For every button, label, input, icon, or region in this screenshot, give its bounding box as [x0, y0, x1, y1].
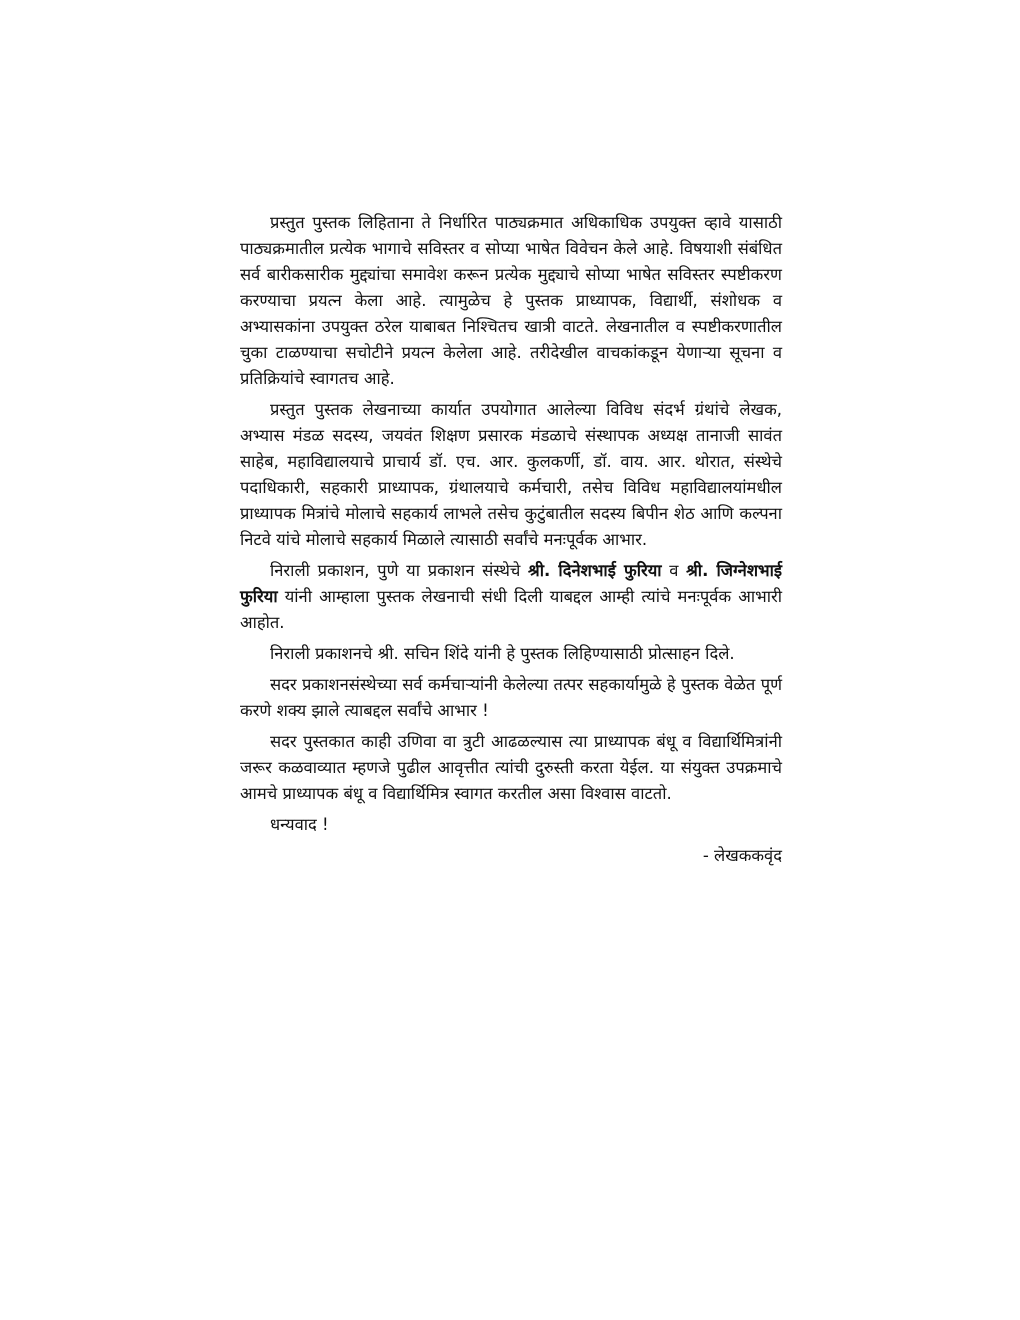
preface-paragraph-6: सदर पुस्तकात काही उणिवा वा त्रुटी आढळल्यास त्या प्राध्यापक बंधू व विद्यार्थिमित्रांनी जरूर कळवाव्यात म्हणजे पुढील आवृत्तीत त्यांची दुरुस्ती करता येईल. या संयुक्त उपक्रमाचे आमचे प्राध्यापक बंधू व विद्यार्थिमित्र स्वागत करतील असा विश्वास वाटतो. [240, 732, 782, 803]
preface-paragraph-3 [240, 558, 782, 636]
publisher-name-1: श्री. दिनेशभाई फुरिया [528, 561, 662, 580]
preface-paragraph-1: प्रस्तुत पुस्तक लिहिताना ते निर्धारित पाठ्यक्रमात अधिकाधिक उपयुक्त व्हावे यासाठी पाठ्यक्रमातील प्रत्येक भागाचे सविस्तर व सोप्या भाषेत विवेचन केले आहे. विषयाशी संबंधित सर्व बारीकसारीक मुद्द्यांचा समावेश करून प्रत्येक मुद्द्याचे सोप्या भाषेत सविस्तर स्पष्टीकरण करण्याचा प्रयत्न केला आहे. त्यामुळेच हे पुस्तक प्राध्यापक, विद्यार्थी, संशोधक व अभ्यासकांना उपयुक्त ठरेल याबाबत निश्चितच खात्री वाटते. लेखनातील व स्पष्टीकरणातील चुका टाळण्याचा सचोटीने प्रयत्न केलेला आहे. तरीदेखील वाचकांकडून येणाऱ्या सूचना व प्रतिक्रियांचे स्वागतच आहे. [240, 213, 782, 388]
preface-paragraph-4: निराली प्रकाशनचे श्री. सचिन शिंदे यांनी हे पुस्तक लिहिण्यासाठी प्रोत्साहन दिले. [270, 644, 735, 663]
publisher-name-2: श्री. जिग्नेशभाई फुरिया [240, 561, 783, 606]
preface-page [240, 210, 782, 869]
paragraph-3-text-3: यांनी आम्हाला पुस्तक लेखनाची संधी दिली याबद्दल आम्ही त्यांचे मनःपूर्वक आभारी आहोत. [240, 587, 782, 632]
preface-paragraph-2: प्रस्तुत पुस्तक लेखनाच्या कार्यात उपयोगात आलेल्या विविध संदर्भ ग्रंथांचे लेखक, अभ्यास मंडळ सदस्य, जयवंत शिक्षण प्रसारक मंडळाचे संस्थापक अध्यक्ष तानाजी सावंत साहेब, महाविद्यालयाचे प्राचार्य डॉ. एच. आर. कुलकर्णी, डॉ. वाय. आर. थोरात, संस्थेचे पदाधिकारी, सहकारी प्राध्यापक, ग्रंथालयाचे कर्मचारी, तसेच विविध महाविद्यालयांमधील प्राध्यापक मित्रांचे मोलाचे सहकार्य लाभले तसेच कुटुंबातील सदस्य बिपीन शेठ आणि कल्पना निटवे यांचे मोलाचे सहकार्य मिळाले त्यासाठी सर्वांचे मनःपूर्वक आभार. [240, 400, 782, 549]
thanks-line: धन्यवाद ! [270, 815, 329, 834]
preface-paragraph-5: सदर प्रकाशनसंस्थेच्या सर्व कर्मचाऱ्यांनी केलेल्या तत्पर सहकार्यामुळे हे पुस्तक वेळेत पूर्ण करणे शक्य झाले त्याबद्दल सर्वांचे आभार ! [240, 675, 782, 720]
paragraph-3-text-1: निराली प्रकाशन, पुणे या प्रकाशन संस्थेचे [270, 561, 529, 580]
paragraph-3-text-2: व [661, 561, 687, 580]
author-signature: - लेखककवृंद [702, 846, 782, 865]
